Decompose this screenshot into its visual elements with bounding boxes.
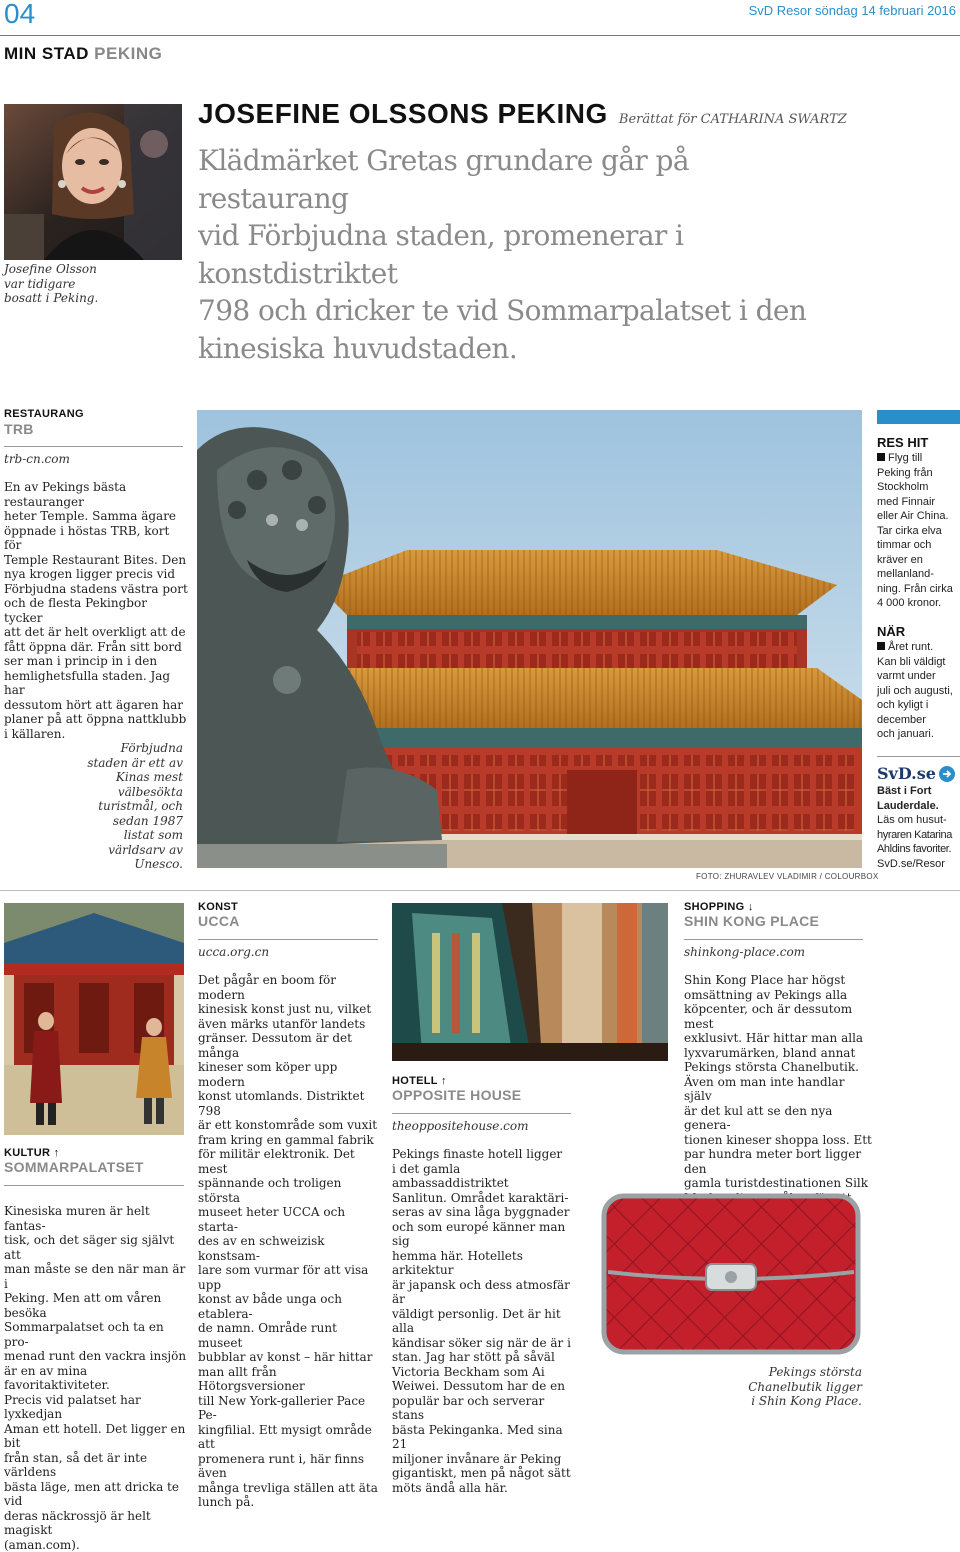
body-line: 4 000 kronor. xyxy=(877,596,960,611)
body-line: museet heter UCCA och starta- xyxy=(198,1205,384,1234)
hotel-url[interactable]: theoppositehouse.com xyxy=(392,1119,528,1133)
body-line: Victoria Beckham som Ai xyxy=(392,1365,578,1380)
sidebar-rule xyxy=(877,756,960,757)
body-line: eller Air China. xyxy=(877,509,960,524)
portrait-caption xyxy=(4,262,182,306)
body-line: Precis vid palatset har lyxkedjan xyxy=(4,1393,189,1422)
body-line: är ett konstområde som vuxit xyxy=(198,1118,384,1133)
publication-date: SvD Resor söndag 14 februari 2016 xyxy=(749,3,956,18)
section-title-city-label: MIN STAD xyxy=(4,44,89,63)
body-line: för militär elektronik. Det mest xyxy=(198,1147,384,1176)
page-number: 04 xyxy=(4,0,35,30)
forbidden-city-photo xyxy=(197,410,862,868)
body-line: spännande och troligen största xyxy=(198,1176,384,1205)
body-line: mellanland- xyxy=(877,567,960,582)
shopping-url[interactable]: shinkong-place.com xyxy=(684,945,805,959)
headline xyxy=(198,98,958,130)
body-line: tionen kineser shoppa loss. Ett xyxy=(684,1133,874,1148)
res-hit-title: RES HIT xyxy=(877,435,928,450)
body-line: Aman ett hotell. Det ligger en bit xyxy=(4,1422,189,1451)
deck-line: vid Förbjudna staden, promenerar i konstdistriktet xyxy=(198,217,828,292)
bullet-icon xyxy=(877,453,885,461)
body-line: att det är helt overkligt att de xyxy=(4,625,189,640)
photo-credit: FOTO: ZHURAVLEV VLADIMIR / COLOURBOX xyxy=(696,872,879,881)
body-line: och kyligt i xyxy=(877,698,960,713)
shopping-kicker-text: SHOPPING xyxy=(684,901,744,913)
caption-line: Chanelbutik ligger xyxy=(700,1380,862,1395)
body-line: Pekings finaste hotell ligger xyxy=(392,1147,578,1162)
body-line: Pekings största Chanelbutik. xyxy=(684,1060,874,1075)
body-line: Ahldins favoriter. xyxy=(877,842,960,857)
svd-promo-body xyxy=(877,784,960,871)
body-line: Peking från xyxy=(877,466,960,481)
body-line: Året runt. xyxy=(888,641,933,653)
body-line: december xyxy=(877,713,960,728)
body-line: Lauderdale. xyxy=(877,799,960,814)
body-line: En av Pekings bästa restauranger xyxy=(4,480,189,509)
body-line: kändisar söker sig när de är i xyxy=(392,1336,578,1351)
body-line: tisk, och det säger sig självt att xyxy=(4,1233,189,1262)
section-title-city: PEKING xyxy=(94,44,162,63)
culture-kicker-text: KULTUR xyxy=(4,1147,50,1159)
body-line: Weiwei. Dessutom har de en xyxy=(392,1379,578,1394)
shopping-name: SHIN KONG PLACE xyxy=(684,913,819,929)
caption-line: listat som xyxy=(60,828,183,843)
deck-line: Klädmärket Gretas grundare går på restaurang xyxy=(198,142,828,217)
hotel-kicker-text: HOTELL xyxy=(392,1075,438,1087)
body-line: även märks utanför landets xyxy=(198,1017,384,1032)
section-title xyxy=(4,44,162,64)
body-line: är japansk och dess atmosfär är xyxy=(392,1278,578,1307)
body-line: från stan, så det är inte världens xyxy=(4,1451,189,1480)
caption-line: Förbjudna xyxy=(60,741,183,756)
art-name: UCCA xyxy=(198,913,240,929)
body-line: juli och augusti, xyxy=(877,684,960,699)
body-line: Peking. Men att om våren besöka xyxy=(4,1291,189,1320)
body-line: Stockholm xyxy=(877,480,960,495)
hotel-name: OPPOSITE HOUSE xyxy=(392,1087,521,1103)
body-line: kräver en xyxy=(877,553,960,568)
caption-line: sedan 1987 xyxy=(60,814,183,829)
body-line: hemma här. Hotellets arkitektur xyxy=(392,1249,578,1278)
header-rule xyxy=(0,35,960,36)
body-line: hyraren Katarina xyxy=(877,828,960,843)
hotel-rule xyxy=(392,1113,571,1114)
body-line: par hundra meter bort ligger den xyxy=(684,1147,874,1176)
body-line: är en av mina favoritaktiviteter. xyxy=(4,1364,189,1393)
hotel-photo xyxy=(392,903,668,1061)
restaurant-name: TRB xyxy=(4,421,34,437)
caption-line: turistmål, och xyxy=(60,799,183,814)
headline-title: JOSEFINE OLSSONS PEKING xyxy=(198,98,608,129)
portrait-photo xyxy=(4,104,182,260)
body-line: till New York-gallerier Pace Pe- xyxy=(198,1394,384,1423)
culture-kicker xyxy=(4,1147,59,1159)
culture-rule xyxy=(4,1185,184,1186)
culture-body xyxy=(4,1204,189,1552)
body-line: Tar cirka elva xyxy=(877,524,960,539)
body-line: Det pågår en boom för modern xyxy=(198,973,384,1002)
body-line: bästa Pekinganka. Med sina 21 xyxy=(392,1423,578,1452)
body-line: bästa läge, men att dricka te vid xyxy=(4,1480,189,1509)
body-line: öppnade i höstas TRB, kort för xyxy=(4,524,189,553)
nar-title: NÄR xyxy=(877,624,905,639)
section-divider xyxy=(0,890,960,891)
restaurant-rule xyxy=(4,446,183,447)
body-line: promenera runt i, här finns även xyxy=(198,1452,384,1481)
body-line: hemlighetsfulla staden. Jag har xyxy=(4,669,189,698)
body-line: lyxvarumärken, bland annat xyxy=(684,1046,874,1061)
body-line: Shin Kong Place har högst xyxy=(684,973,874,988)
deck-line: kinesiska huvudstaden. xyxy=(198,330,828,368)
bullet-icon xyxy=(877,642,885,650)
body-line: Även om man inte handlar själv xyxy=(684,1075,874,1104)
caption-line: världsarv av xyxy=(60,843,183,858)
body-line: de namn. Område runt museet xyxy=(198,1321,384,1350)
body-line: kineser som köper upp modern xyxy=(198,1060,384,1089)
body-line: gränser. Dessutom är det många xyxy=(198,1031,384,1060)
body-line: många trevliga ställen att äta xyxy=(198,1481,384,1496)
body-line: des av en schweizisk konstsam- xyxy=(198,1234,384,1263)
res-hit-body xyxy=(877,451,960,611)
body-line: populär bar och serverar stans xyxy=(392,1394,578,1423)
body-line: och januari. xyxy=(877,727,960,742)
body-line: väldigt personlig. Det är hit alla xyxy=(392,1307,578,1336)
deck-line: 798 och dricker te vid Sommarpalatset i den xyxy=(198,292,828,330)
body-line: ser man i princip in i den xyxy=(4,654,189,669)
body-line: kingfilial. Ett mysigt område att xyxy=(198,1423,384,1452)
body-line: Sommarpalatset och ta en pro- xyxy=(4,1320,189,1349)
shopping-kicker xyxy=(684,901,754,913)
body-line: lunch på. xyxy=(198,1495,384,1510)
body-line: och som europé känner man sig xyxy=(392,1220,578,1249)
body-line: med Finnair xyxy=(877,495,960,510)
body-line: kinesisk konst just nu, vilket xyxy=(198,1002,384,1017)
body-line: man allt från Hötorgsversioner xyxy=(198,1365,384,1394)
body-line: nya krogen ligger precis vid xyxy=(4,567,189,582)
body-line: i det gamla ambassaddistriktet xyxy=(392,1162,578,1191)
body-line: Kan bli väldigt xyxy=(877,655,960,670)
caption-line: i Shin Kong Place. xyxy=(700,1394,862,1409)
body-line: seras av sina låga byggnader xyxy=(392,1205,578,1220)
body-line: och de flesta Pekingbor tycker xyxy=(4,596,189,625)
body-line: exklusivt. Här hittar man alla xyxy=(684,1031,874,1046)
caption-line: välbesökta xyxy=(60,785,183,800)
body-line: timmar och xyxy=(877,538,960,553)
art-url[interactable]: ucca.org.cn xyxy=(198,945,269,959)
body-line: Läs om husut- xyxy=(877,813,960,828)
body-line: fram kring en gammal fabrik xyxy=(198,1133,384,1148)
body-line: konst utomlands. Distriktet 798 xyxy=(198,1089,384,1118)
nar-body xyxy=(877,640,960,742)
body-line: Bäst i Fort xyxy=(877,784,960,799)
body-line: Kinesiska muren är helt fantas- xyxy=(4,1204,189,1233)
restaurant-url[interactable]: trb-cn.com xyxy=(4,452,70,466)
svd-promo[interactable] xyxy=(877,764,960,783)
body-line: är det kul att se den nya genera- xyxy=(684,1104,874,1133)
forbidden-city-caption xyxy=(60,741,183,872)
body-line: lare som vurmar för att visa upp xyxy=(198,1263,384,1292)
handbag-photo xyxy=(596,1188,866,1360)
shopping-rule xyxy=(684,939,863,940)
art-kicker: KONST xyxy=(198,901,238,913)
body-line: Flyg till xyxy=(888,452,922,464)
arrow-up-icon: ↑ xyxy=(441,1075,447,1087)
hotel-body xyxy=(392,1147,578,1495)
body-line: menad runt den vackra insjön xyxy=(4,1349,189,1364)
body-line: köpcenter, och är dessutom mest xyxy=(684,1002,874,1031)
hotel-kicker xyxy=(392,1075,447,1087)
restaurant-body xyxy=(4,480,189,741)
body-line: Förbjudna stadens västra port xyxy=(4,582,189,597)
svd-link[interactable]: SvD.se/Resor xyxy=(877,857,960,872)
arrow-right-icon xyxy=(939,766,955,782)
sidebar-accent-bar xyxy=(877,410,960,424)
body-line: stan. Jag har stött på såväl xyxy=(392,1350,578,1365)
caption-line: Pekings största xyxy=(700,1365,862,1380)
caption-line: Josefine Olsson xyxy=(4,262,182,277)
art-rule xyxy=(198,939,378,940)
arrow-down-icon: ↓ xyxy=(748,901,754,913)
deck xyxy=(198,142,828,367)
body-line: Sanlitun. Området karaktäri- xyxy=(392,1191,578,1206)
body-line: fått öppna där. Från sitt bord xyxy=(4,640,189,655)
body-line: planer på att öppna nattklubb xyxy=(4,712,189,727)
body-line: gigantiskt, men på något sätt xyxy=(392,1466,578,1481)
svd-logo: SvD.se xyxy=(877,764,936,783)
body-line: Temple Restaurant Bites. Den xyxy=(4,553,189,568)
handbag-caption xyxy=(700,1365,862,1409)
body-line: dessutom hört att ägaren har xyxy=(4,698,189,713)
body-line: bubblar av konst – här hittar xyxy=(198,1350,384,1365)
caption-line: var tidigare xyxy=(4,277,182,292)
body-line: man måste se den när man är i xyxy=(4,1262,189,1291)
caption-line: staden är ett av xyxy=(60,756,183,771)
caption-line: Kinas mest xyxy=(60,770,183,785)
body-line: gamla turistdestinationen Silk xyxy=(684,1176,874,1191)
summer-palace-photo xyxy=(4,903,184,1135)
body-line: deras näckrossjö är helt magiskt xyxy=(4,1509,189,1538)
byline: Berättat för CATHARINA SWARTZ xyxy=(619,112,847,127)
body-line: omsättning av Pekings alla xyxy=(684,988,874,1003)
restaurant-kicker: RESTAURANG xyxy=(4,408,84,420)
art-body xyxy=(198,973,384,1510)
body-line: heter Temple. Samma ägare xyxy=(4,509,189,524)
arrow-up-icon: ↑ xyxy=(54,1147,60,1159)
culture-name: SOMMARPALATSET xyxy=(4,1159,144,1175)
body-line: varmt under xyxy=(877,669,960,684)
caption-line: bosatt i Peking. xyxy=(4,291,182,306)
body-line: möts ändå alla här. xyxy=(392,1481,578,1496)
body-line: (aman.com). xyxy=(4,1538,189,1552)
caption-line: Unesco. xyxy=(60,857,183,872)
body-line: ning. Från cirka xyxy=(877,582,960,597)
body-line: i källaren. xyxy=(4,727,189,742)
body-line: konst av både unga och etablera- xyxy=(198,1292,384,1321)
body-line: miljoner invånare är Peking xyxy=(392,1452,578,1467)
